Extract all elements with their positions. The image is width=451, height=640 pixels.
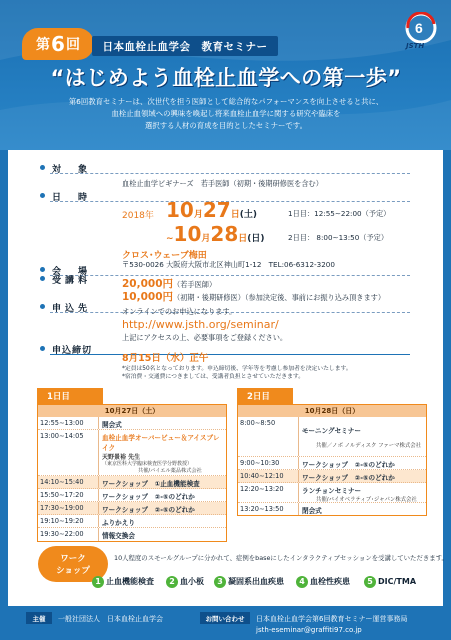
- row-desc: ランチョンセミナー: [302, 487, 362, 495]
- row-time: 17:30∼19:00: [40, 504, 84, 512]
- workshop-item-label: 止血機能検査: [106, 577, 154, 586]
- row-desc: ワークショップ ②-⑤のどれか: [302, 461, 395, 469]
- row-desc: 血栓止血学オーバービュー＆アイスブレイク: [102, 434, 220, 452]
- workshop-item: [296, 576, 350, 588]
- number-icon: 2: [166, 576, 178, 588]
- deadline-value: 8月15日（水）正午: [122, 353, 209, 364]
- workshop-item: [214, 576, 284, 588]
- row-time: 12:55∼13:00: [40, 419, 84, 427]
- table-row: [38, 430, 226, 476]
- deadline-note1: *定員は50名となっております。申込締切後、学年等を考慮し参加者を決定いたします。: [122, 366, 352, 372]
- workshop-item-label: DIC/TMA: [378, 577, 417, 586]
- row-time: 14:10∼15:40: [40, 478, 84, 486]
- host-value: 一般社団法人 日本血栓止血学会: [58, 615, 163, 623]
- number-icon: 5: [364, 576, 376, 588]
- apply-url[interactable]: http://www.jsth.org/seminar/: [122, 318, 279, 331]
- date2-weekday: (日): [247, 234, 265, 244]
- intro-line: 第6回教育セミナーは、次世代を担う医師として総合的なパフォーマンスを向上させると共に、: [68, 97, 384, 106]
- bullet-icon: [40, 193, 45, 198]
- row-time: 15:50∼17:20: [40, 491, 84, 499]
- contact-label: お問い合わせ: [200, 612, 250, 624]
- workshop-item-label: 凝固系出血疾患: [228, 577, 284, 586]
- deadline-note2: *宿泊費・交通費につきましては、受講者負担とさせていただきます。: [122, 374, 305, 380]
- workshop-item-label: 血小板: [180, 577, 204, 586]
- intro-line: 血栓止血領域への興味を喚起し将来血栓止血学に関する研究や臨床を: [111, 109, 341, 118]
- row-desc: ワークショップ ②-⑤のどれか: [302, 474, 395, 482]
- contact-value: 日本血栓止血学会第6回教育セミナー運営事務局: [256, 615, 408, 623]
- bullet-icon: [40, 267, 45, 272]
- number-icon: 1: [92, 576, 104, 588]
- date1-month-unit: 月: [193, 210, 203, 220]
- date2-prefix: ∼: [166, 234, 174, 244]
- table-row: [38, 528, 226, 541]
- edition-suffix: 回: [65, 37, 80, 53]
- table-row: [38, 476, 226, 489]
- fee2-amount: 10,000円: [122, 291, 174, 303]
- row-desc: ワークショップ ②-⑤のどれか: [102, 506, 195, 514]
- table-row: [38, 502, 226, 515]
- deadline-label: 申込締切: [52, 346, 93, 356]
- date1-day-unit: 日: [230, 210, 240, 220]
- bullet-icon: [40, 346, 45, 351]
- day2-head: 10月28日（日）: [238, 405, 426, 417]
- apply-line1: オンラインでのお申込になります。: [122, 307, 237, 316]
- day2-sponsor1: 共催／ノボ ノルディスク ファーマ株式会社: [316, 443, 422, 449]
- workshop-item: [364, 576, 416, 588]
- workshop-item-label: 血栓性疾患: [310, 577, 350, 586]
- logo-text: JSTH: [406, 42, 425, 50]
- number-icon: 3: [214, 576, 226, 588]
- row-desc: ふりかえり: [102, 519, 135, 527]
- day1-tab: 1日目: [37, 388, 103, 404]
- row-time: 9:00∼10:30: [240, 459, 280, 467]
- date2: [166, 222, 265, 246]
- day2-tab: 2日目: [237, 388, 293, 404]
- fee2: [122, 289, 385, 304]
- table-row: [38, 489, 226, 502]
- apply-label: 申込先: [52, 304, 92, 314]
- date1: [166, 198, 257, 222]
- table-row: [38, 515, 226, 528]
- row-time: 12:20∼13:20: [240, 485, 284, 493]
- number-icon: 4: [296, 576, 308, 588]
- day1-sponsor: 共催/バイエル薬品株式会社: [138, 468, 202, 474]
- org-label: 日本血栓止血学会 教育セミナー: [92, 36, 278, 56]
- row-desc: ワークショップ ②-⑤のどれか: [102, 493, 195, 501]
- table-row: [238, 503, 426, 515]
- fee1-note: （若手医師）: [173, 280, 217, 289]
- bullet-icon: [40, 304, 45, 309]
- row-time: 13:00∼14:05: [40, 432, 84, 440]
- date1-weekday: (土): [239, 210, 257, 220]
- workshop-item: [92, 576, 154, 588]
- divider: [50, 173, 410, 174]
- date2-month-unit: 月: [201, 234, 211, 244]
- svg-text:6: 6: [415, 20, 423, 36]
- row-time: 8:00∼8:50: [240, 419, 276, 427]
- date2-month: 10: [173, 222, 202, 246]
- workshop-item: [166, 576, 204, 588]
- apply-line3: 上記にアクセスの上、必要事項をご登録ください。: [122, 333, 288, 342]
- row-time: 13:20∼13:50: [240, 505, 284, 513]
- day1-head: 10月27日（土）: [38, 405, 226, 417]
- date2-day: 28: [210, 222, 239, 246]
- host-label: 主催: [26, 612, 52, 624]
- bullet-icon: [40, 276, 45, 281]
- intro-line: 選択する人材の育成を目的としたセミナーです。: [144, 121, 307, 130]
- workshop-label-line1: ワーク: [60, 554, 86, 564]
- workshop-description: 10人程度のスモールグループに分かれて、症例をbaseにしたインタラクティブセッションを受講していただきます。: [114, 554, 448, 562]
- edition-badge: [22, 28, 94, 60]
- contact-email[interactable]: jsth-eseminar@graffiti97.co.jp: [256, 626, 362, 634]
- main-title: “はじめよう血栓止血学への第一歩”: [50, 66, 402, 90]
- table-row: [238, 417, 426, 457]
- fee-label: 受講料: [52, 276, 92, 286]
- workshop-label-line2: ショップ: [56, 566, 90, 576]
- date1-time: 1日目：12:55∼22:00（予定）: [288, 209, 391, 218]
- fee2-note: （初期・後期研修医）（参加決定後、事前にお振り込み頂きます）: [173, 293, 386, 302]
- venue-name: クロス･ウェーブ梅田: [122, 251, 207, 261]
- table-row: [238, 457, 426, 470]
- day2-sponsor2: 共催/バイオベラティブ･ジャパン株式会社: [316, 497, 417, 503]
- edition-prefix: 第: [36, 37, 51, 53]
- row-desc: 閉会式: [302, 507, 322, 515]
- date1-day: 27: [202, 198, 231, 222]
- table-row: [238, 483, 426, 503]
- venue-address: 〒530-0026 大阪府大阪市北区神山町1-12 TEL:06-6312-3200: [122, 260, 335, 269]
- date2-day-unit: 日: [238, 234, 248, 244]
- intro-text: [16, 96, 436, 132]
- row-time: 10:40∼12:10: [240, 472, 284, 480]
- row-desc: ワークショップ ①止血機能検査: [102, 480, 200, 488]
- row-desc: 情報交換会: [102, 532, 135, 540]
- venue-label: 会 場: [52, 267, 92, 277]
- divider: [50, 354, 410, 355]
- row-time: 19:30∼22:00: [40, 530, 84, 538]
- fee1-amount: 20,000円: [122, 278, 174, 290]
- row-desc: モーニングセミナー: [302, 427, 361, 435]
- row-desc: 開会式: [102, 421, 122, 429]
- date1-month: 10: [166, 198, 194, 222]
- speaker-affiliation: （東京医科大学臨床検査医学分野教授）: [102, 461, 193, 467]
- table-row: [38, 417, 226, 430]
- target-value: 血栓止血学ビギナーズ 若手医師（初期・後期研修医を含む）: [122, 179, 323, 188]
- edition-number: 6: [51, 32, 65, 56]
- table-row: [238, 470, 426, 483]
- speaker-name: 天野景裕 先生: [102, 454, 141, 461]
- date-label: 日 時: [52, 193, 92, 203]
- date2-time: 2日目： 8:00∼13:50（予定）: [288, 233, 389, 242]
- bullet-icon: [40, 165, 45, 170]
- target-label: 対 象: [52, 165, 92, 175]
- date-year: 2018年: [122, 211, 154, 221]
- row-time: 19:10∼19:20: [40, 517, 84, 525]
